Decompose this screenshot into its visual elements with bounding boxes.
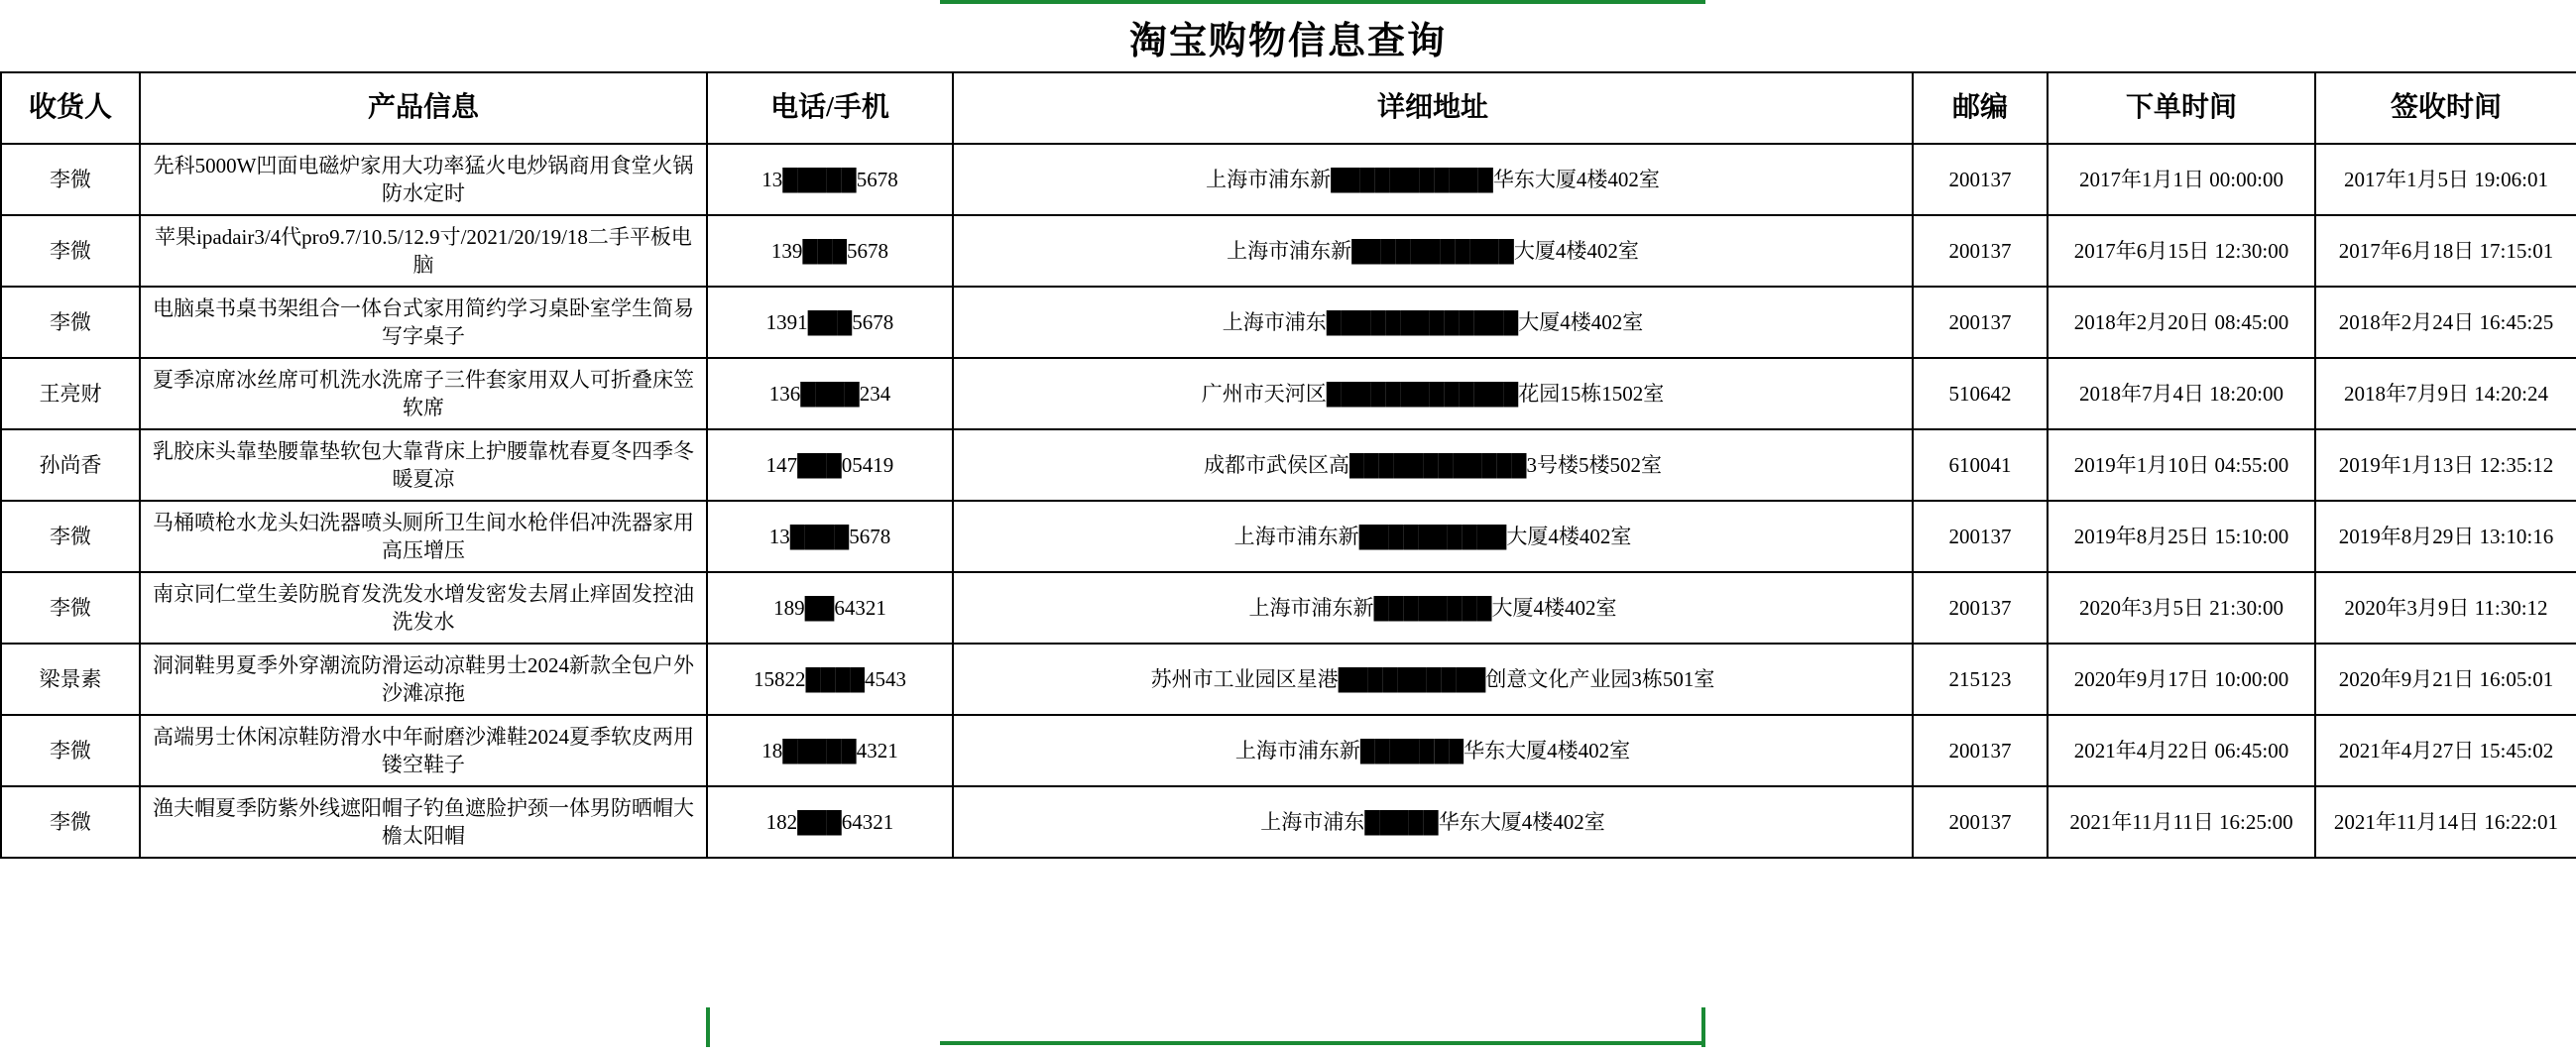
cell-sign-time: 2020年9月21日 16:05:01	[2315, 644, 2576, 715]
cell-zip: 200137	[1913, 287, 2048, 358]
cell-recipient: 李微	[1, 501, 140, 572]
cell-zip: 200137	[1913, 786, 2048, 858]
cell-order-time: 2018年7月4日 18:20:00	[2048, 358, 2315, 429]
table-row	[1, 429, 2576, 501]
cell-product: 高端男士休闲凉鞋防滑水中年耐磨沙滩鞋2024夏季软皮两用镂空鞋子	[140, 715, 707, 786]
column-header-product: 产品信息	[140, 72, 707, 144]
cell-zip: 200137	[1913, 572, 2048, 644]
cell-order-time: 2019年8月25日 15:10:00	[2048, 501, 2315, 572]
cell-recipient: 李微	[1, 715, 140, 786]
column-header-sign-time: 签收时间	[2315, 72, 2576, 144]
cell-sign-time: 2018年7月9日 14:20:24	[2315, 358, 2576, 429]
cell-order-time: 2018年2月20日 08:45:00	[2048, 287, 2315, 358]
table-row	[1, 144, 2576, 215]
cell-order-time: 2020年3月5日 21:30:00	[2048, 572, 2315, 644]
cell-phone: 13████5678	[707, 501, 953, 572]
cell-sign-time: 2019年1月13日 12:35:12	[2315, 429, 2576, 501]
cell-order-time: 2021年4月22日 06:45:00	[2048, 715, 2315, 786]
cell-address: 苏州市工业园区星港██████████创意文化产业园3栋501室	[953, 644, 1913, 715]
cell-sign-time: 2021年4月27日 15:45:02	[2315, 715, 2576, 786]
cell-phone: 1391███5678	[707, 287, 953, 358]
cell-product: 苹果ipadair3/4代pro9.7/10.5/12.9寸/2021/20/19/18二手平板电脑	[140, 215, 707, 287]
cell-address: 上海市浦东█████████████大厦4楼402室	[953, 287, 1913, 358]
bottom-accent-center	[940, 1041, 1705, 1045]
cell-recipient: 李微	[1, 144, 140, 215]
cell-product: 洞洞鞋男夏季外穿潮流防滑运动凉鞋男士2024新款全包户外沙滩凉拖	[140, 644, 707, 715]
column-header-phone: 电话/手机	[707, 72, 953, 144]
cell-phone: 147███05419	[707, 429, 953, 501]
top-accent-rule	[940, 0, 1705, 4]
cell-order-time: 2020年9月17日 10:00:00	[2048, 644, 2315, 715]
cell-address: 成都市武侯区高████████████3号楼5楼502室	[953, 429, 1913, 501]
cell-zip: 215123	[1913, 644, 2048, 715]
table-row	[1, 644, 2576, 715]
cell-zip: 200137	[1913, 144, 2048, 215]
cell-phone: 139███5678	[707, 215, 953, 287]
table-row	[1, 287, 2576, 358]
cell-recipient: 梁景素	[1, 644, 140, 715]
table-header-row	[1, 72, 2576, 144]
column-header-order-time: 下单时间	[2048, 72, 2315, 144]
cell-product: 电脑桌书桌书架组合一体台式家用简约学习桌卧室学生简易写字桌子	[140, 287, 707, 358]
column-header-zip: 邮编	[1913, 72, 2048, 144]
cell-recipient: 李微	[1, 572, 140, 644]
page-title: 淘宝购物信息查询	[1128, 21, 1447, 62]
cell-order-time: 2021年11月11日 16:25:00	[2048, 786, 2315, 858]
cell-sign-time: 2017年6月18日 17:15:01	[2315, 215, 2576, 287]
cell-order-time: 2019年1月10日 04:55:00	[2048, 429, 2315, 501]
table-row	[1, 501, 2576, 572]
cell-sign-time: 2018年2月24日 16:45:25	[2315, 287, 2576, 358]
cell-product: 乳胶床头靠垫腰靠垫软包大靠背床上护腰靠枕春夏冬四季冬暖夏凉	[140, 429, 707, 501]
cell-product: 南京同仁堂生姜防脱育发洗发水增发密发去屑止痒固发控油洗发水	[140, 572, 707, 644]
cell-phone: 18█████4321	[707, 715, 953, 786]
cell-address: 上海市浦东新███████████大厦4楼402室	[953, 215, 1913, 287]
cell-phone: 15822████4543	[707, 644, 953, 715]
cell-recipient: 李微	[1, 287, 140, 358]
cell-address: 上海市浦东新████████大厦4楼402室	[953, 572, 1913, 644]
cell-sign-time: 2020年3月9日 11:30:12	[2315, 572, 2576, 644]
cell-sign-time: 2019年8月29日 13:10:16	[2315, 501, 2576, 572]
cell-phone: 189██64321	[707, 572, 953, 644]
cell-recipient: 孙尚香	[1, 429, 140, 501]
cell-phone: 136████234	[707, 358, 953, 429]
cell-order-time: 2017年6月15日 12:30:00	[2048, 215, 2315, 287]
bottom-accent-right	[1701, 1007, 1705, 1047]
cell-address: 广州市天河区█████████████花园15栋1502室	[953, 358, 1913, 429]
cell-zip: 200137	[1913, 215, 2048, 287]
cell-product: 马桶喷枪水龙头妇洗器喷头厕所卫生间水枪伴侣冲洗器家用高压增压	[140, 501, 707, 572]
cell-product: 夏季凉席冰丝席可机洗水洗席子三件套家用双人可折叠床笠软席	[140, 358, 707, 429]
table-row	[1, 215, 2576, 287]
cell-address: 上海市浦东新███████华东大厦4楼402室	[953, 715, 1913, 786]
table-row	[1, 572, 2576, 644]
cell-order-time: 2017年1月1日 00:00:00	[2048, 144, 2315, 215]
cell-sign-time: 2021年11月14日 16:22:01	[2315, 786, 2576, 858]
cell-sign-time: 2017年1月5日 19:06:01	[2315, 144, 2576, 215]
cell-zip: 510642	[1913, 358, 2048, 429]
cell-zip: 200137	[1913, 715, 2048, 786]
cell-address: 上海市浦东█████华东大厦4楼402室	[953, 786, 1913, 858]
cell-zip: 610041	[1913, 429, 2048, 501]
cell-address: 上海市浦东新███████████华东大厦4楼402室	[953, 144, 1913, 215]
table-body	[1, 144, 2576, 858]
cell-product: 先科5000W凹面电磁炉家用大功率猛火电炒锅商用食堂火锅防水定时	[140, 144, 707, 215]
cell-recipient: 王亮财	[1, 358, 140, 429]
bottom-accent-left	[706, 1007, 710, 1047]
cell-product: 渔夫帽夏季防紫外线遮阳帽子钓鱼遮脸护颈一体男防晒帽大檐太阳帽	[140, 786, 707, 858]
column-header-recipient: 收货人	[1, 72, 140, 144]
column-header-address: 详细地址	[953, 72, 1913, 144]
purchase-info-table	[0, 71, 2576, 859]
table-row	[1, 786, 2576, 858]
table-row	[1, 358, 2576, 429]
cell-phone: 182███64321	[707, 786, 953, 858]
cell-phone: 13█████5678	[707, 144, 953, 215]
cell-recipient: 李微	[1, 215, 140, 287]
cell-zip: 200137	[1913, 501, 2048, 572]
table-row	[1, 715, 2576, 786]
cell-address: 上海市浦东新██████████大厦4楼402室	[953, 501, 1913, 572]
cell-recipient: 李微	[1, 786, 140, 858]
